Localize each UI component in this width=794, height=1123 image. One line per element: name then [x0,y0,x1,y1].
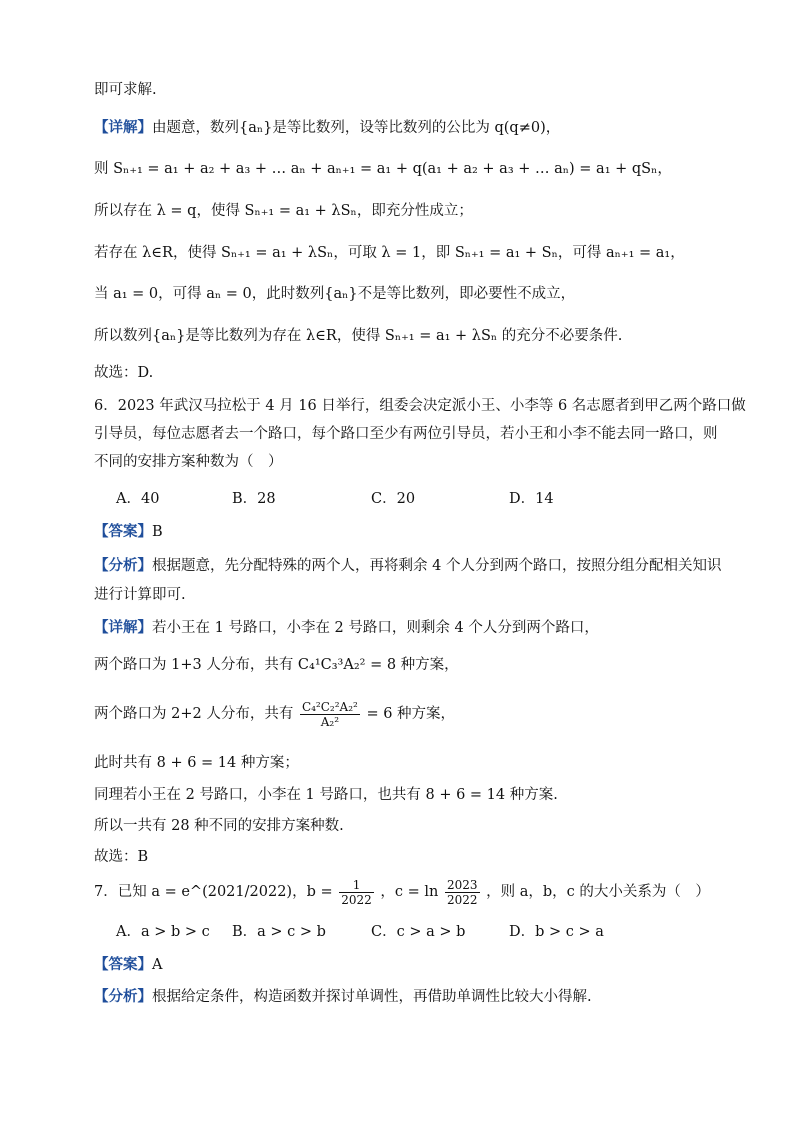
text-line: 同理若小王在 2 号路口，小李在 1 号路口，也共有 8 + 6 = 14 种方案. [94,787,558,803]
analysis-line [94,987,592,1007]
section-tag: 【分析】 [94,557,152,574]
line-text: = 6 种方案， [366,706,456,722]
fraction [339,878,374,907]
text-line: 所以一共有 28 种不同的安排方案种数. [94,818,344,834]
line-text: ，c = ln [380,884,439,900]
text-line: 此时共有 8 + 6 = 14 种方案； [94,755,299,771]
q6-choice-a: A．40 [116,491,160,507]
line-text: 若小王在 1 号路口，小李在 2 号路口，则剩余 4 个人分到两个路口， [152,620,599,636]
fraction-denominator: 2022 [341,892,372,907]
text-line [94,118,560,138]
section-tag: 【答案】 [94,956,152,973]
detail-line [94,618,599,638]
answer-line [94,522,163,542]
q6-choice-c: C．20 [371,491,416,507]
section-tag: 【详解】 [94,619,152,636]
question-7-text [94,874,710,910]
line-text: 根据给定条件，构造函数并探讨单调性，再借助单调性比较大小得解. [152,989,592,1005]
fraction-denominator: A₂² [320,714,340,729]
q7-choice-c: C．c > a > b [371,924,466,940]
fraction-numerator: 1 [339,878,374,893]
text-line: 故选：D. [94,365,154,381]
text-line [94,697,455,731]
text-line: 若存在 λ∈R，使得 Sₙ₊₁ = a₁ + λSₙ，可取 λ = 1，即 Sₙ₊₁ = a₁ + Sₙ，可得 aₙ₊₁ = a₁， [94,245,685,261]
question-6-text: 6．2023 年武汉马拉松于 4 月 16 日举行，组委会决定派小王、小李等 6 名志愿者到甲乙两个路口做 [94,398,746,414]
text-line: 则 Sₙ₊₁ = a₁ + a₂ + a₃ + … aₙ + aₙ₊₁ = a₁ + q(a₁ + a₂ + a₃ + … aₙ) = a₁ + qSₙ， [94,161,672,177]
answer-value: A [152,957,163,973]
text-line: 故选：B [94,849,149,865]
fraction-denominator: 2022 [446,892,478,907]
question-6-text: 引导员，每位志愿者去一个路口，每个路口至少有两位引导员，若小王和小李不能去同一路口，则 [94,426,718,442]
q6-choice-b: B．28 [232,491,276,507]
fraction [300,700,360,729]
text-line: 两个路口为 1+3 人分布，共有 C₄¹C₃³A₂² = 8 种方案， [94,657,459,673]
fraction-numerator: C₄²C₂²A₂² [301,699,358,714]
text-line: 所以存在 λ = q，使得 Sₙ₊₁ = a₁ + λSₙ，即充分性成立； [94,203,473,219]
line-text: ，则 a，b，c 的大小关系为（ ） [486,884,710,900]
text-line: 所以数列{aₙ}是等比数列为存在 λ∈R，使得 Sₙ₊₁ = a₁ + λSₙ 的充分不必要条件. [94,328,623,344]
section-tag: 【分析】 [94,988,152,1005]
text-line: 进行计算即可. [94,587,186,603]
fraction-numerator: 2023 [446,877,478,892]
answer-value: B [152,524,163,540]
text-line: 即可求解. [94,82,157,98]
q7-choice-a: A．a > b > c [116,924,210,940]
line-text: 由题意，数列{aₙ}是等比数列，设等比数列的公比为 q(q≠0)， [152,120,561,136]
answer-line [94,955,162,975]
q7-choice-d: D．b > c > a [509,924,604,940]
line-text: 两个路口为 2+2 人分布，共有 [94,706,294,722]
text-line: 当 a₁ = 0，可得 aₙ = 0，此时数列{aₙ}不是等比数列，即必要性不成立， [94,286,576,302]
section-tag: 【答案】 [94,523,152,540]
line-text: 7．已知 a = e^(2021/2022)，b = [94,884,333,900]
section-tag: 【详解】 [94,119,152,136]
q6-choice-d: D．14 [509,491,554,507]
analysis-line [94,556,721,576]
fraction [445,878,480,907]
q7-choice-b: B．a > c > b [232,924,326,940]
line-text: 根据题意，先分配特殊的两个人，再将剩余 4 个人分到两个路口，按照分组分配相关知识 [152,558,722,574]
question-6-text: 不同的安排方案种数为（ ） [94,454,283,470]
